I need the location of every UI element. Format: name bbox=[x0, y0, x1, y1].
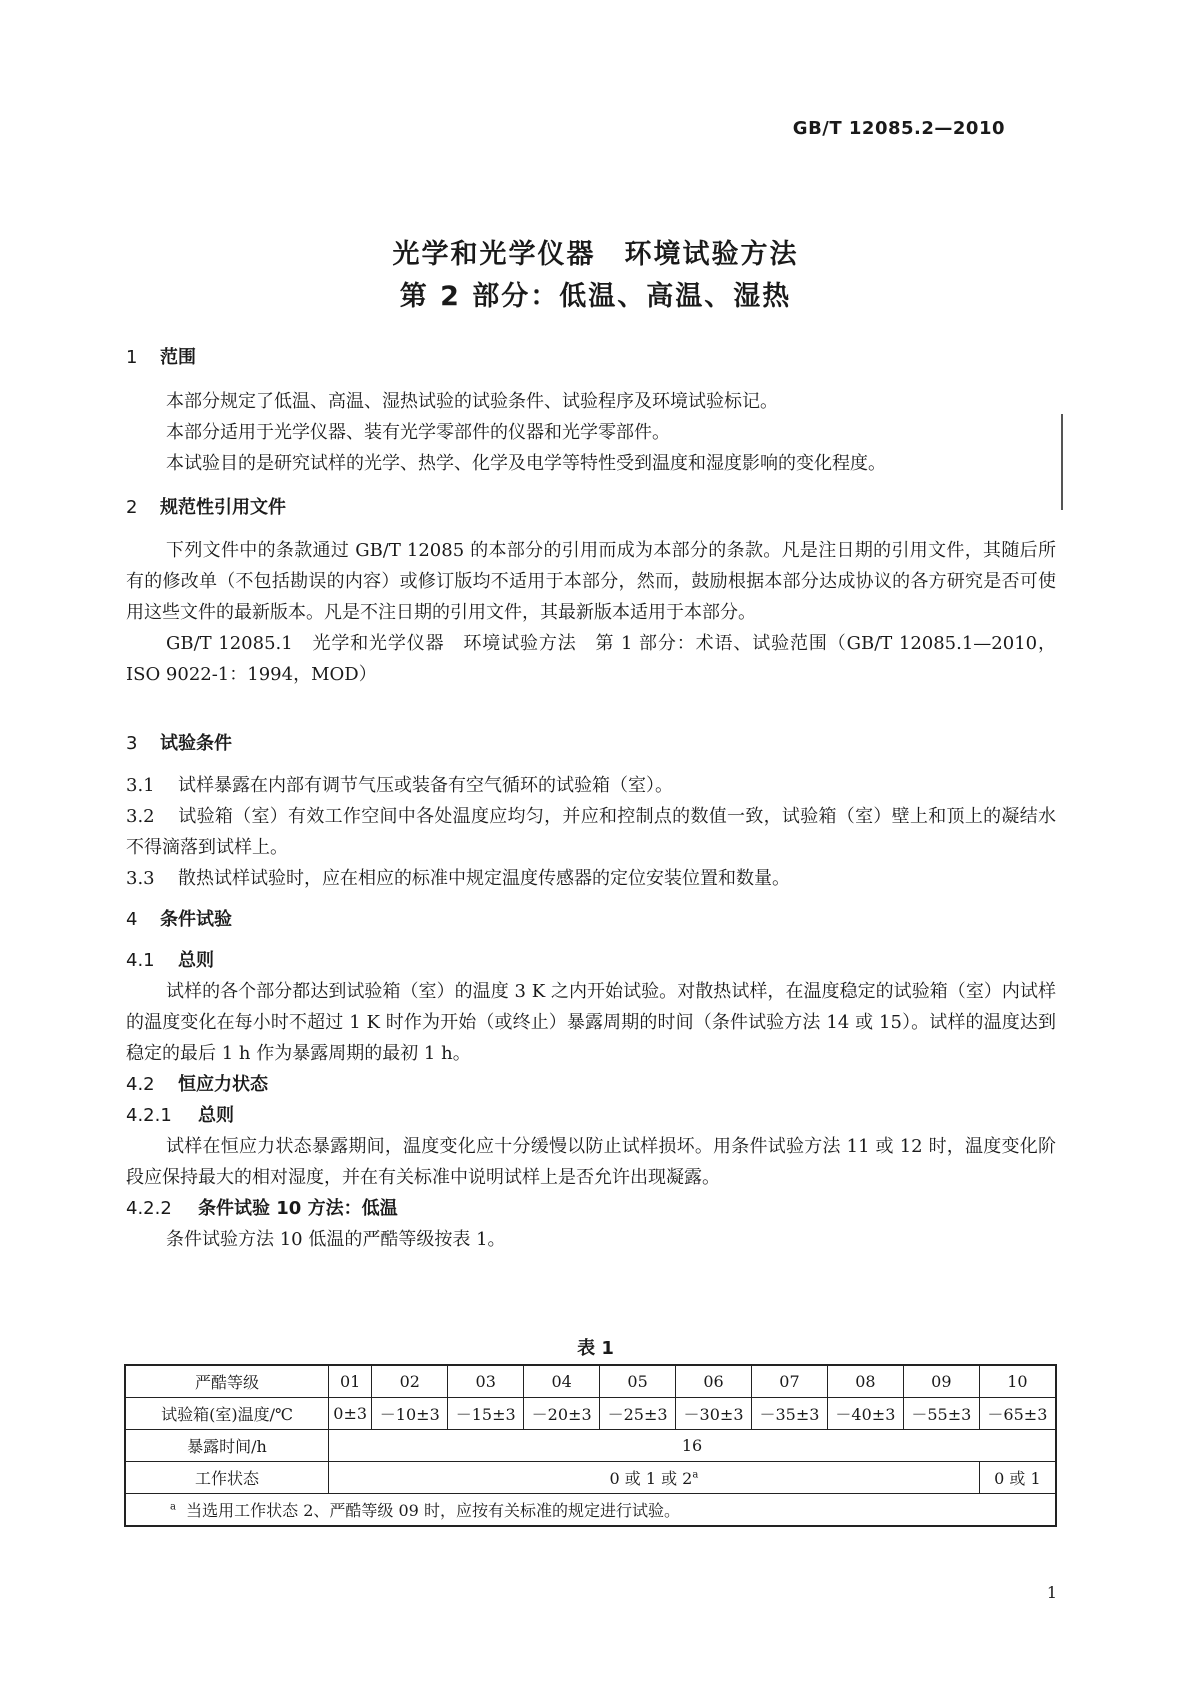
paragraph: 本部分规定了低温、高温、湿热试验的试验条件、试验程序及环境试验标记。 bbox=[166, 391, 778, 412]
section-title: 范围 bbox=[160, 347, 196, 368]
clause-text: 试样暴露在内部有调节气压或装备有空气循环的试验箱（室）。 bbox=[178, 775, 673, 796]
table-cell: 08 bbox=[827, 1365, 903, 1398]
section-1-heading bbox=[126, 342, 1056, 373]
reference-entry: GB/T 12085.1 光学和光学仪器 环境试验方法 第 1 部分：术语、试验范围（GB/T 12085.1—2010，ISO 9022-1：1994，MOD） bbox=[126, 633, 1056, 685]
section-2 bbox=[126, 492, 1056, 523]
change-bar bbox=[1061, 414, 1063, 510]
standard-code: GB/T 12085.2—2010 bbox=[792, 118, 1005, 139]
subsection-title: 恒应力状态 bbox=[178, 1074, 268, 1095]
table-cell: 01 bbox=[329, 1365, 372, 1398]
clause-3-3 bbox=[126, 863, 1056, 894]
subsection-4-1-heading bbox=[126, 945, 1056, 976]
clause-3-2 bbox=[126, 801, 1056, 863]
table-cell: 10 bbox=[979, 1365, 1056, 1398]
clause-text: 试验箱（室）有效工作空间中各处温度应均匀，并应和控制点的数值一致，试验箱（室）壁上和顶上的凝结水不得滴落到试样上。 bbox=[126, 806, 1056, 858]
paragraph: 下列文件中的条款通过 GB/T 12085 的本部分的引用而成为本部分的条款。凡是注日期的引用文件，其随后所有的修改单（不包括勘误的内容）或修订版均不适用于本部分，然而，鼓励根据本部分达成协议的各方研究是否可使用这些文件的最新版本。凡是不注日期的引用文件，其最新版本适用于本部分。 bbox=[126, 540, 1056, 623]
page-number: 1 bbox=[1046, 1583, 1057, 1602]
table-cell: －65±3 bbox=[979, 1398, 1056, 1430]
subsection-number: 4.2 bbox=[126, 1074, 155, 1095]
footnote-text: 当选用工作状态 2、严酷等级 09 时，应按有关标准的规定进行试验。 bbox=[186, 1501, 680, 1520]
subsection-title: 总则 bbox=[198, 1105, 234, 1126]
section-title: 规范性引用文件 bbox=[160, 497, 286, 518]
table-cell: 16 bbox=[329, 1430, 1057, 1462]
table-cell bbox=[329, 1462, 980, 1494]
subsection-number: 4.1 bbox=[126, 950, 155, 971]
subsection-number: 4.2.1 bbox=[126, 1105, 172, 1126]
section-3 bbox=[126, 728, 1056, 759]
section-2-heading bbox=[126, 492, 1056, 523]
section-4-heading bbox=[126, 904, 1056, 935]
document-subtitle: 第 2 部分：低温、高温、湿热 bbox=[399, 281, 792, 312]
subsection-4-2-1-heading bbox=[126, 1100, 1056, 1131]
table-cell: 06 bbox=[676, 1365, 752, 1398]
row-label: 试验箱(室)温度/℃ bbox=[125, 1398, 329, 1430]
subsection-number: 4.2.2 bbox=[126, 1198, 172, 1219]
subsection-title: 条件试验 10 方法：低温 bbox=[198, 1198, 398, 1219]
table-note-row bbox=[125, 1494, 1056, 1527]
section-3-body bbox=[126, 770, 1056, 894]
table-cell: 05 bbox=[600, 1365, 676, 1398]
paragraph: 试样的各个部分都达到试验箱（室）的温度 3 K 之内开始试验。对散热试样，在温度稳定的试验箱（室）内试样的温度变化在每小时不超过 1 K 时作为开始（或终止）暴露周期的时间（条件试验方法 14 或 15）。试样的温度达到稳定的最后 1 h 作为暴露周期的最初 1 h。 bbox=[126, 981, 1056, 1064]
paragraph: 本试验目的是研究试样的光学、热学、化学及电学等特性受到温度和湿度影响的变化程度。 bbox=[166, 453, 886, 474]
clause-number: 3.1 bbox=[126, 775, 155, 796]
section-number: 3 bbox=[126, 733, 138, 754]
table-cell: 0±3 bbox=[329, 1398, 372, 1430]
row-label: 暴露时间/h bbox=[125, 1430, 329, 1462]
table-row bbox=[125, 1398, 1056, 1430]
section-number: 4 bbox=[126, 909, 138, 930]
footnote-marker: a bbox=[170, 1501, 176, 1513]
row-label: 严酷等级 bbox=[125, 1365, 329, 1398]
section-1-body bbox=[126, 386, 1056, 479]
row-label: 工作状态 bbox=[125, 1462, 329, 1494]
table-cell: 02 bbox=[372, 1365, 448, 1398]
table-row bbox=[125, 1462, 1056, 1494]
section-4 bbox=[126, 904, 1056, 935]
clause-number: 3.3 bbox=[126, 868, 155, 889]
subsection-4-2-2-heading bbox=[126, 1193, 1056, 1224]
table-cell: 04 bbox=[524, 1365, 600, 1398]
section-2-body bbox=[126, 535, 1056, 690]
section-number: 1 bbox=[126, 347, 138, 368]
section-title: 试验条件 bbox=[160, 733, 232, 754]
table-cell: －10±3 bbox=[372, 1398, 448, 1430]
table-cell: 03 bbox=[448, 1365, 524, 1398]
table-row bbox=[125, 1365, 1056, 1398]
clause-3-1 bbox=[126, 770, 1056, 801]
cell-text: 0 或 1 或 2 bbox=[609, 1469, 693, 1488]
clause-number: 3.2 bbox=[126, 806, 155, 827]
footnote-marker: a bbox=[692, 1469, 699, 1481]
section-number: 2 bbox=[126, 497, 138, 518]
paragraph: 试样在恒应力状态暴露期间，温度变化应十分缓慢以防止试样损坏。用条件试验方法 11 或 12 时，温度变化阶段应保持最大的相对湿度，并在有关标准中说明试样上是否允许出现凝露。 bbox=[126, 1136, 1056, 1188]
section-title: 条件试验 bbox=[160, 909, 232, 930]
table-cell: －30±3 bbox=[676, 1398, 752, 1430]
table-cell: 09 bbox=[903, 1365, 979, 1398]
table-cell: －55±3 bbox=[903, 1398, 979, 1430]
table-cell: 0 或 1 bbox=[979, 1462, 1056, 1494]
severity-table bbox=[124, 1364, 1057, 1527]
subsection-title: 总则 bbox=[178, 950, 214, 971]
section-3-heading bbox=[126, 728, 1056, 759]
table-cell: －40±3 bbox=[827, 1398, 903, 1430]
section-1 bbox=[126, 342, 1056, 373]
table-cell: －35±3 bbox=[752, 1398, 828, 1430]
table-cell: －25±3 bbox=[600, 1398, 676, 1430]
section-4-body bbox=[126, 945, 1056, 1255]
table-cell: 07 bbox=[752, 1365, 828, 1398]
paragraph: 条件试验方法 10 低温的严酷等级按表 1。 bbox=[166, 1229, 506, 1250]
table-row bbox=[125, 1430, 1056, 1462]
paragraph: 本部分适用于光学仪器、装有光学零部件的仪器和光学零部件。 bbox=[166, 422, 670, 443]
subsection-4-2-heading bbox=[126, 1069, 1056, 1100]
table-cell: －20±3 bbox=[524, 1398, 600, 1430]
table-footnote bbox=[125, 1494, 1056, 1527]
document-title: 光学和光学仪器 环境试验方法 bbox=[392, 239, 799, 270]
clause-text: 散热试样试验时，应在相应的标准中规定温度传感器的定位安装位置和数量。 bbox=[178, 868, 790, 889]
table-title: 表 1 bbox=[577, 1338, 614, 1359]
table-cell: －15±3 bbox=[448, 1398, 524, 1430]
